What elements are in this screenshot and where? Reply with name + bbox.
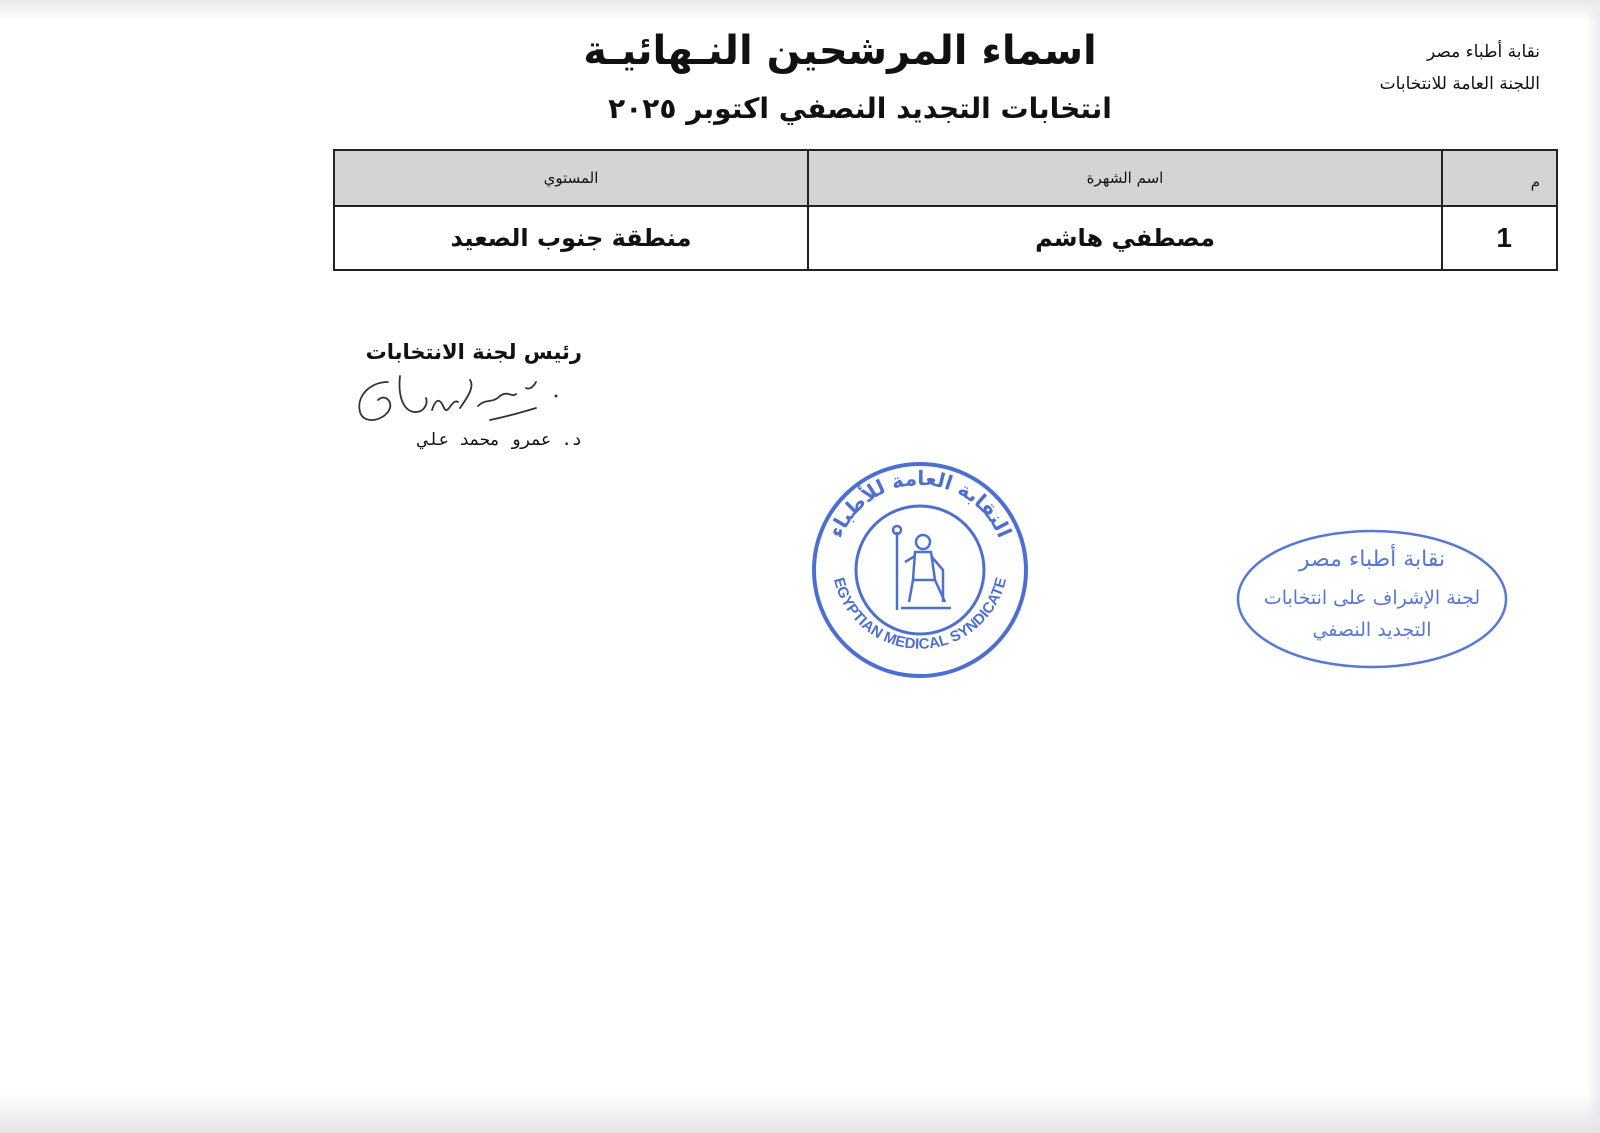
cell-level: منطقة جنوب الصعيد bbox=[334, 206, 808, 270]
signature-role: رئيس لجنة الانتخابات bbox=[365, 340, 582, 364]
header-number: م bbox=[1442, 150, 1557, 206]
oval-seal-line-1: نقابة أطباء مصر bbox=[1298, 547, 1446, 572]
seated-figure-icon bbox=[893, 526, 951, 610]
handwritten-signature bbox=[340, 368, 570, 438]
header-name: اسم الشهرة bbox=[808, 150, 1442, 206]
committee-oval-seal bbox=[1232, 524, 1512, 674]
document-title: اسماء المرشحين النـهائيـة bbox=[583, 28, 1097, 74]
oval-seal-line-3: التجديد النصفي bbox=[1312, 619, 1432, 641]
header-level: المستوي bbox=[334, 150, 808, 206]
document-subtitle: انتخابات التجديد النصفي اكتوبر ٢٠٢٥ bbox=[608, 92, 1112, 125]
seal-english-text: EGYPTIAN MEDICAL SYNDICATE bbox=[829, 575, 1011, 653]
signature-block bbox=[332, 340, 582, 450]
svg-text:النقابة العامة للأطباء bbox=[823, 466, 1016, 541]
committee-name: اللجنة العامة للانتخابات bbox=[1379, 74, 1540, 94]
oval-seal-line-2: لجنة الإشراف على انتخابات bbox=[1263, 587, 1481, 609]
candidates-table bbox=[333, 149, 1558, 271]
scan-edge-bottom bbox=[0, 1093, 1600, 1133]
org-name: نقابة أطباء مصر bbox=[1427, 42, 1540, 62]
signatory-name: د. عمرو محمد علي bbox=[418, 430, 582, 450]
scan-edge-right bbox=[1586, 0, 1600, 1133]
table-row bbox=[334, 206, 1557, 270]
cell-name: مصطفي هاشم bbox=[808, 206, 1442, 270]
cell-number: 1 bbox=[1442, 206, 1557, 270]
seal-arabic-text: النقابة العامة للأطباء bbox=[823, 465, 1017, 542]
table-header-row bbox=[334, 150, 1557, 206]
scan-edge-top bbox=[0, 0, 1600, 22]
syndicate-round-seal bbox=[805, 452, 1035, 682]
organization-header bbox=[1240, 36, 1540, 100]
